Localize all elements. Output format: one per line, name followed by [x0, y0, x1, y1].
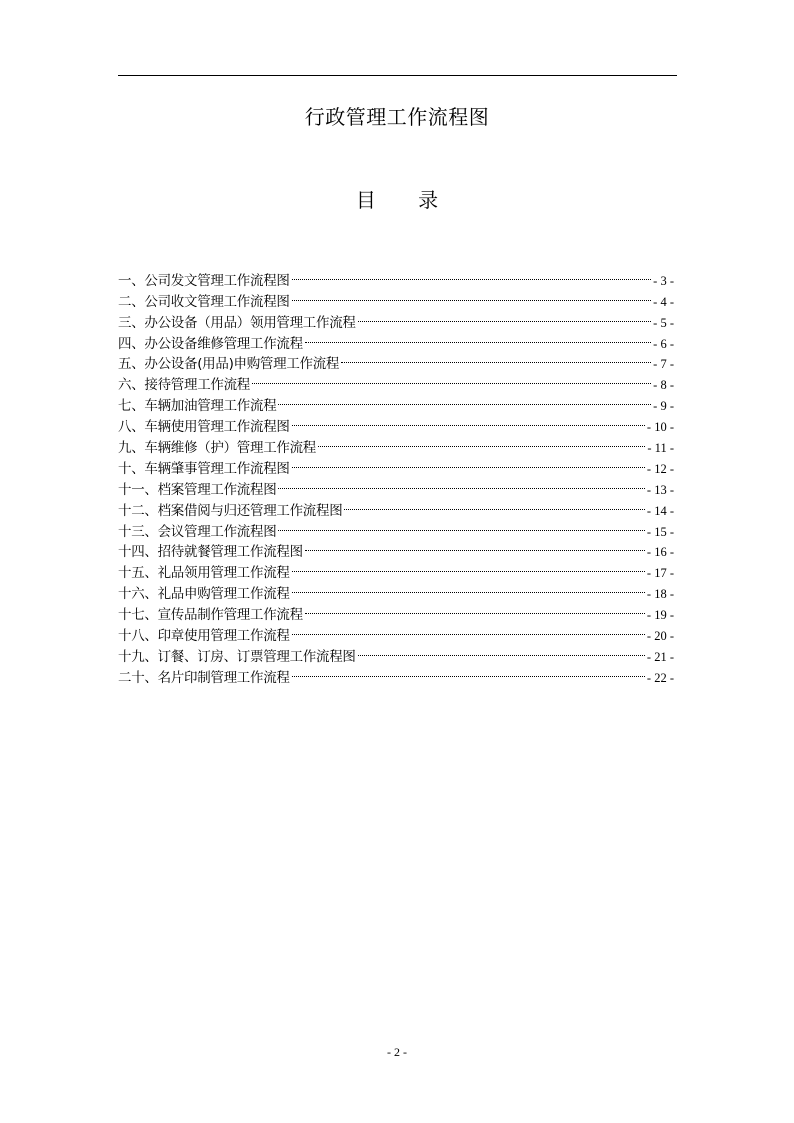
toc-entry-label: 八、车辆使用管理工作流程图: [118, 419, 290, 436]
toc-entry-page: - 9 -: [653, 399, 674, 414]
page-number: - 2 -: [387, 1045, 407, 1059]
toc-entry-page: - 3 -: [653, 273, 674, 288]
toc-entry-label: 二、公司收文管理工作流程图: [118, 293, 290, 310]
toc-entry-page: - 11 -: [647, 441, 674, 456]
toc-dot-leader: [252, 368, 651, 389]
toc-entry-page: - 13 -: [646, 482, 674, 497]
toc-entry-page: - 8 -: [653, 378, 674, 393]
toc-dot-leader: [278, 515, 645, 536]
toc-entry-page: - 5 -: [653, 315, 674, 330]
toc-entry-label: 十九、订餐、订房、订票管理工作流程图: [118, 648, 356, 665]
toc-entry-label: 十、车辆肇事管理工作流程图: [118, 460, 290, 477]
toc-dot-leader: [341, 348, 651, 369]
table-of-contents: [118, 264, 674, 686]
toc-dot-leader: [305, 536, 645, 557]
toc-dot-leader: [292, 619, 645, 640]
toc-entry-label: 十二、档案借阅与归还管理工作流程图: [118, 502, 343, 519]
toc-entry-label: 十五、礼品领用管理工作流程: [118, 565, 290, 582]
toc-dot-leader: [292, 661, 645, 682]
toc-heading: 目 录: [355, 188, 457, 212]
toc-entry-label: 三、办公设备（用品）领用管理工作流程: [118, 314, 356, 331]
toc-entry-page: - 6 -: [653, 336, 674, 351]
toc-entry-page: - 20 -: [646, 629, 674, 644]
toc-entry-page: - 10 -: [646, 420, 674, 435]
header-rule: [118, 75, 677, 76]
toc-entry-page: - 17 -: [646, 566, 674, 581]
toc-dot-leader: [292, 577, 645, 598]
toc-entry-page: - 12 -: [646, 461, 674, 476]
toc-entry-label: 六、接待管理工作流程: [118, 377, 250, 394]
toc-dot-leader: [292, 285, 652, 306]
toc-dot-leader: [292, 452, 645, 473]
toc-dot-leader: [344, 494, 645, 515]
toc-dot-leader: [358, 640, 645, 661]
toc-dot-leader: [292, 264, 652, 285]
toc-dot-leader: [278, 389, 651, 410]
toc-dot-leader: [305, 327, 651, 348]
toc-entry[interactable]: [118, 264, 674, 289]
toc-dot-leader: [305, 598, 645, 619]
toc-dot-leader: [292, 410, 645, 431]
toc-entry-label: 九、车辆维修（护）管理工作流程: [118, 440, 316, 457]
toc-entry-label: 一、公司发文管理工作流程图: [118, 272, 290, 289]
toc-dot-leader: [278, 473, 645, 494]
toc-entry-page: - 21 -: [646, 649, 674, 664]
toc-entry-label: 十四、招待就餐管理工作流程图: [118, 544, 303, 561]
toc-entry-label: 五、办公设备(用品)申购管理工作流程: [118, 356, 340, 373]
toc-entry-page: - 22 -: [646, 670, 674, 685]
toc-dot-leader: [318, 431, 645, 452]
toc-entry-page: - 15 -: [646, 524, 674, 539]
toc-entry-label: 十七、宣传品制作管理工作流程: [118, 607, 303, 624]
toc-entry-page: - 16 -: [646, 545, 674, 560]
toc-entry-page: - 18 -: [646, 587, 674, 602]
toc-entry-page: - 7 -: [653, 357, 674, 372]
toc-entry-label: 十八、印章使用管理工作流程: [118, 628, 290, 645]
toc-dot-leader: [358, 306, 652, 327]
toc-entry-label: 十一、档案管理工作流程图: [118, 481, 277, 498]
toc-entry-page: - 4 -: [653, 294, 674, 309]
toc-entry-page: - 14 -: [646, 503, 674, 518]
toc-entry-label: 四、办公设备维修管理工作流程: [118, 335, 303, 352]
toc-entry-page: - 19 -: [646, 608, 674, 623]
toc-dot-leader: [292, 556, 645, 577]
toc-entry-label: 七、车辆加油管理工作流程: [118, 398, 277, 415]
toc-entry-label: 二十、名片印制管理工作流程: [118, 669, 290, 686]
toc-entry-label: 十六、礼品申购管理工作流程: [118, 586, 290, 603]
document-title: 行政管理工作流程图: [304, 105, 490, 129]
toc-entry-label: 十三、会议管理工作流程图: [118, 523, 277, 540]
